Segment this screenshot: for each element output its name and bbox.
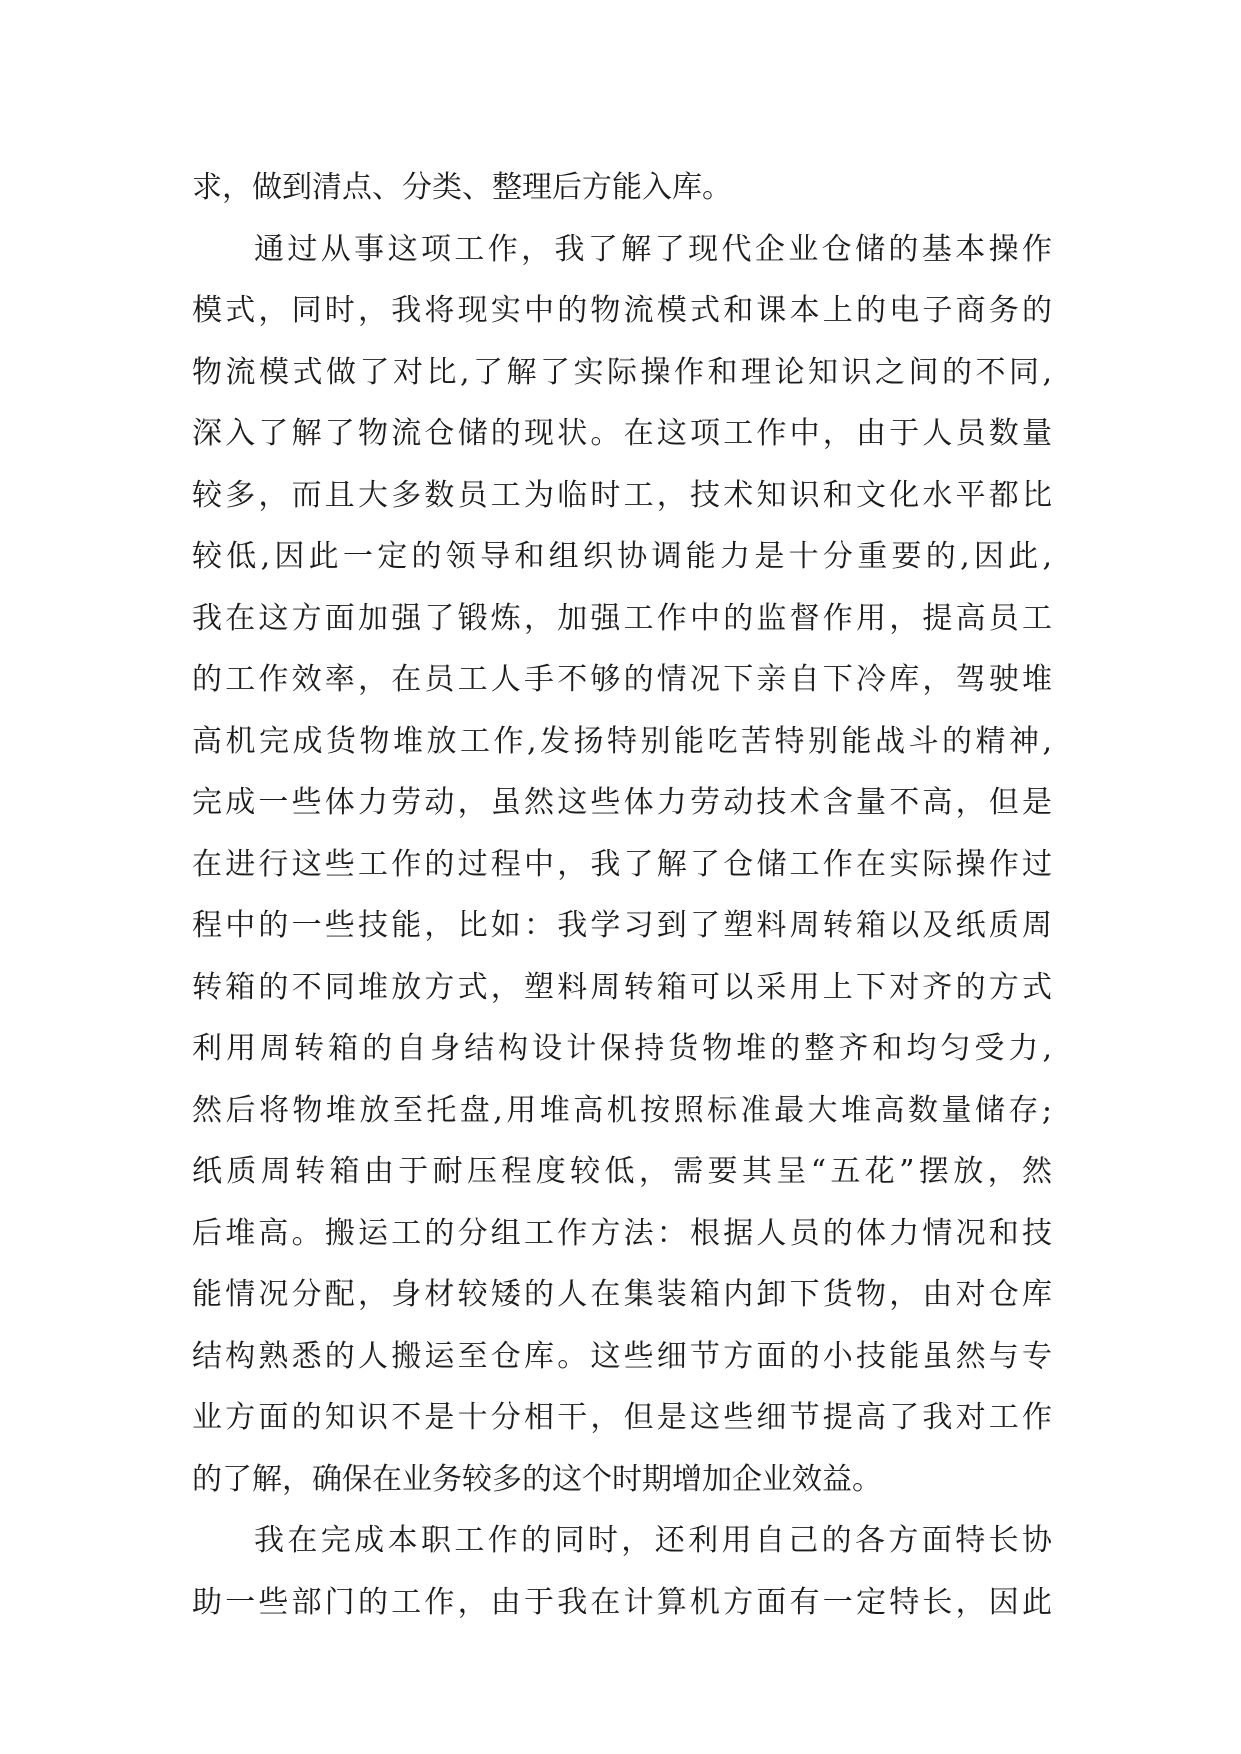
text-line: 业方面的知识不是十分相干，但是这些细节提高了我对工作 — [192, 1400, 1052, 1435]
text-line: 较多，而且大多数员工为临时工，技术知识和文化水平都比 — [192, 477, 1052, 513]
text-line: 完成一些体力劳动，虽然这些体力劳动技术含量不高，但是 — [192, 785, 1052, 820]
text-line: 然后将物堆放至托盘,用堆高机按照标准最大堆高数量储存; — [192, 1092, 1052, 1128]
text-line: 物流模式做了对比,了解了实际操作和理论知识之间的不同, — [192, 354, 1052, 390]
text-line: 的了解，确保在业务较多的这个时期增加企业效益。 — [192, 1461, 882, 1497]
text-line: 纸质周转箱由于耐压程度较低，需要其呈“五花”摆放，然 — [192, 1154, 1052, 1189]
paragraph-first-line: 通过从事这项工作，我了解了现代企业仓储的基本操作 — [254, 231, 1052, 267]
text-line: 深入了解了物流仓储的现状。在这项工作中，由于人员数量 — [192, 416, 1052, 451]
text-line: 后堆高。搬运工的分组工作方法：根据人员的体力情况和技 — [192, 1215, 1052, 1251]
text-line: 助一些部门的工作，由于我在计算机方面有一定特长，因此 — [192, 1584, 1052, 1620]
text-line: 我在这方面加强了锻炼，加强工作中的监督作用，提高员工 — [192, 600, 1052, 636]
text-line: 程中的一些技能，比如：我学习到了塑料周转箱以及纸质周 — [192, 908, 1052, 943]
text-line: 利用周转箱的自身结构设计保持货物堆的整齐和均匀受力, — [192, 1031, 1052, 1066]
text-line: 在进行这些工作的过程中，我了解了仓储工作在实际操作过 — [192, 846, 1052, 882]
text-line: 较低,因此一定的领导和组织协调能力是十分重要的,因此, — [192, 539, 1052, 574]
text-line: 结构熟悉的人搬运至仓库。这些细节方面的小技能虽然与专 — [192, 1338, 1052, 1374]
text-line: 模式，同时，我将现实中的物流模式和课本上的电子商务的 — [192, 293, 1052, 328]
text-line: 的工作效率，在员工人手不够的情况下亲自下冷库，驾驶堆 — [192, 662, 1052, 697]
text-line: 转箱的不同堆放方式，塑料周转箱可以采用上下对齐的方式 — [192, 969, 1052, 1005]
paragraph-first-line: 我在完成本职工作的同时，还利用自己的各方面特长协 — [254, 1523, 1052, 1558]
text-line: 求，做到清点、分类、整理后方能入库。 — [192, 170, 732, 205]
text-line: 高机完成货物堆放工作,发扬特别能吃苦特别能战斗的精神, — [192, 723, 1052, 759]
body-text — [192, 157, 1052, 1633]
text-line: 能情况分配，身材较矮的人在集装箱内卸下货物，由对仓库 — [192, 1277, 1052, 1312]
